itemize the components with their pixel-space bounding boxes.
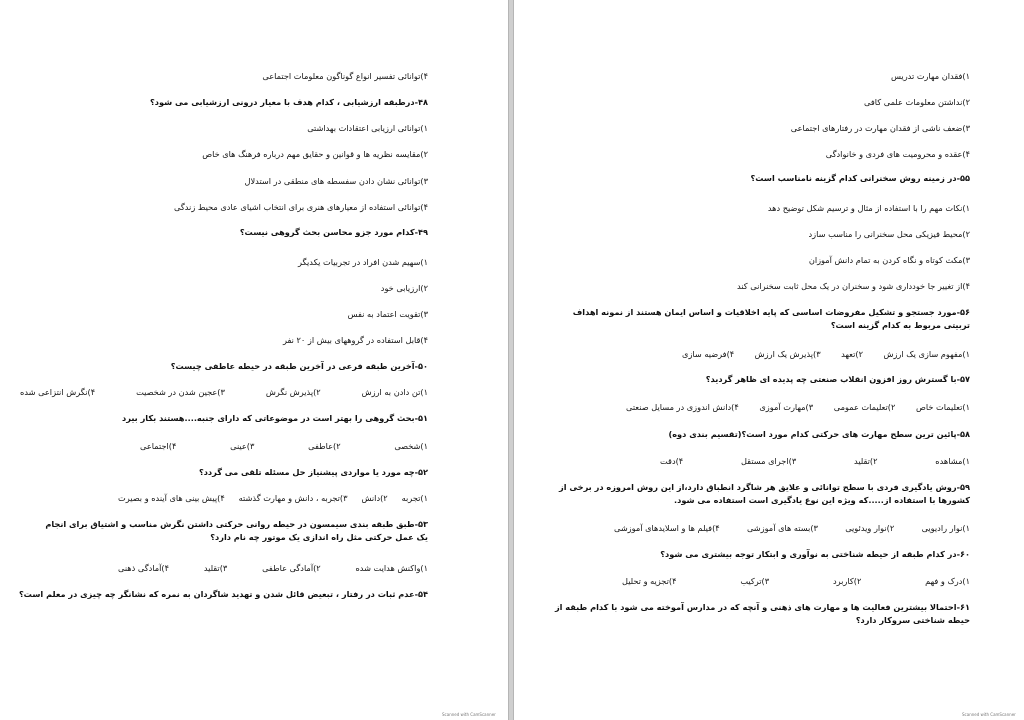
question-50: ۵۰-آخرین طبقه فرعی در آخرین طبقه در حیطه عاطفی چیست؟: [170, 361, 428, 371]
question-55: ۵۵-در زمینه روش سخنرانی کدام گزینه نامناسب است؟: [750, 173, 970, 183]
q58-option-4: ۴)دقت: [660, 456, 684, 466]
q49-option-3: ۳)تقویت اعتماد به نفس: [347, 309, 428, 319]
q59-options: [614, 522, 970, 535]
q56-option-1: ۱)مفهوم سازی یک ارزش: [883, 349, 970, 359]
left-page: [0, 0, 508, 720]
q51-option-3: ۳)عینی: [230, 441, 255, 451]
question-52: ۵۲-چه مورد یا مواردی پیشنیاز حل مسئله تلقی می گردد؟: [198, 467, 428, 477]
right-page: [514, 0, 1024, 720]
q55-option-3: ۳)مکث کوتاه و نگاه کردن به تمام دانش آموزان: [808, 255, 970, 265]
q52-option-4: ۴)پیش بینی های آینده و بصیرت: [118, 493, 225, 503]
q50-option-3: ۳)عجین شدن در شخصیت: [136, 387, 225, 397]
q56-option-4: ۴)فرضیه سازی: [682, 349, 735, 359]
q58-option-1: ۱)مشاهده: [935, 456, 970, 466]
q55-option-4: ۴)از تغییر جا خودداری شود و سخنران در یک محل ثابت سخنرانی کند: [737, 281, 970, 291]
q51-option-2: ۲)عاطفی: [308, 441, 341, 451]
q50-option-1: ۱)تن دادن به ارزش: [361, 387, 428, 397]
scanner-watermark: Scanned with CamScanner: [962, 712, 1016, 717]
q49-option-4: ۴)قابل استفاده در گروههای بیش از ۲۰ نفر: [282, 335, 428, 345]
q57-options: [626, 401, 970, 414]
q60-option-3: ۳)ترکیب: [740, 576, 770, 586]
q56-option-3: ۳)پذیرش یک ارزش: [754, 349, 821, 359]
q49-option-1: ۱)سهیم شدن افراد در تجربیات یکدیگر: [297, 257, 428, 267]
q58-option-3: ۳)اجرای مستقل: [740, 456, 797, 466]
q57-option-3: ۳)مهارت آموزی: [759, 402, 814, 412]
q49-option-2: ۲)ارزیابی خود: [380, 283, 428, 293]
q59-option-4: ۴)فیلم ها و اسلایدهای آموزشی: [614, 523, 720, 533]
q52-option-2: ۲)دانش: [361, 493, 388, 503]
q56-options: [682, 348, 970, 361]
question-49: ۴۹-کدام مورد جزو محاسن بحث گروهی نیست؟: [239, 227, 428, 237]
q53-options: [118, 562, 428, 575]
q57-option-1: ۱)تعلیمات خاص: [915, 402, 970, 412]
q50-option-4: ۴)نگرش انتزاعی شده: [20, 387, 96, 397]
question-59: ۵۹-روش یادگیری فردی با سطح توانائی و علایق هر شاگرد انطباق دارد،از این روش امروزه در برخی از کشورها با استفاده از.....که ویژه این نوع یادگیری است استفاده می شود.: [559, 482, 970, 505]
q58-option-2: ۲)تقلید: [854, 456, 878, 466]
q58-options: [660, 455, 970, 468]
q48-option-4: ۴)توانائی استفاده از معیارهای هنری برای انتخاب اشیای عادی محیط زندگی: [174, 202, 428, 212]
question-56: ۵۶-مورد جستجو و تشکیل مفروضات اساسی که پایه اخلاقیات و اساس ایمان هستند از نمونه اهداف تربیتی مربوط به کدام گزینه است؟: [572, 307, 970, 330]
question-54: ۵۴-عدم ثبات در رفتار ، تبعیض قائل شدن و تهدید شاگردان به نمره که نشانگر چه چیزی در معلم است؟: [18, 589, 428, 599]
q57-option-4: ۴)دانش اندوزی در مسایل صنعتی: [626, 402, 739, 412]
q53-option-3: ۳)تقلید: [203, 563, 228, 573]
question-58: ۵۸-پائین ترین سطح مهارت های حرکتی کدام مورد است؟(تقسیم بندی دوه): [668, 429, 970, 439]
q52-option-1: ۱)تجربه: [401, 493, 428, 503]
scanner-watermark: Scanned with CamScanner: [442, 712, 496, 717]
q51-option-4: ۴)اجتماعی: [140, 441, 177, 451]
q50-option-2: ۲)پذیرش نگرش: [265, 387, 321, 397]
question-60: ۶۰-در کدام طبقه از حیطه شناختی به نوآوری و ابتکار توجه بیشتری می شود؟: [660, 549, 970, 559]
q56-option-2: ۲)تعهد: [841, 349, 864, 359]
q59-option-2: ۲)نوار ویدئویی: [845, 523, 895, 533]
q52-options: [118, 492, 428, 505]
q60-option-2: ۲)کاربرد: [832, 576, 862, 586]
question-61: ۶۱-احتمالا بیشترین فعالیت ها و مهارت های ذهنی و آنچه که در مدارس آموخته می شود با کدام طبقه از حیطه شناختی سروکار دارد؟: [554, 602, 970, 625]
q55-option-1: ۱)نکات مهم را با استفاده از مثال و ترسیم شکل توضیح دهد: [767, 203, 970, 213]
q53-option-4: ۴)آمادگی ذهنی: [118, 563, 170, 573]
q60-option-4: ۴)تجزیه و تحلیل: [622, 576, 677, 586]
q48-option-2: ۲)مقایسه نظریه ها و قوانین و حقایق مهم درباره فرهنگ های خاص: [202, 149, 428, 159]
q50-options: [20, 386, 428, 399]
q48-option-3: ۳)توانائی نشان دادن سفسطه های منطقی در استدلال: [244, 176, 428, 186]
q59-option-1: ۱)نوار رادیویی: [921, 523, 970, 533]
q53-option-2: ۲)آمادگی عاطفی: [262, 563, 321, 573]
option-line: ۲)نداشتن معلومات علمی کافی: [864, 97, 970, 107]
q59-option-3: ۳)بسته های آموزشی: [746, 523, 818, 533]
question-48: ۴۸-درطبقه ارزشیابی ، کدام هدف با معیار درونی ارزشیابی می شود؟: [150, 97, 428, 107]
q51-option-1: ۱)شخصی: [394, 441, 428, 451]
question-51: ۵۱-بحث گروهی را بهتر است در موضوعاتی که دارای جنبه....هستند بکار بیرد: [122, 413, 428, 423]
option-line: ۴)عقده و محرومیت های فردی و خانوادگی: [825, 149, 970, 159]
option-line: ۳)ضعف ناشی از فقدان مهارت در رفتارهای اجتماعی: [790, 123, 970, 133]
q60-options: [622, 575, 970, 588]
option-line: ۴)توانائی تفسیر انواع گوناگون معلومات اجتماعی: [262, 71, 428, 81]
q52-option-3: ۳)تجربه ، دانش و مهارت گذشته: [238, 493, 348, 503]
q57-option-2: ۲)تعلیمات عمومی: [833, 402, 896, 412]
q53-option-1: ۱)واکنش هدایت شده: [355, 563, 428, 573]
q51-options: [140, 440, 428, 453]
question-57: ۵۷-با گسترش روز افزون انقلاب صنعتی چه پدیده ای ظاهر گردید؟: [705, 374, 970, 384]
option-line: ۱)فقدان مهارت تدریس: [890, 71, 970, 81]
question-53: ۵۳-طبق طبقه بندی سیمسون در حیطه روانی حرکتی داشتن نگرش مناسب و اشتیاق برای انجام یک عمل حرکتی مثل راه اندازی یک موتور چه نام دارد؟: [45, 519, 428, 542]
q55-option-2: ۲)محیط فیزیکی محل سخنرانی را مناسب سازد: [808, 229, 970, 239]
q60-option-1: ۱)درک و فهم: [925, 576, 970, 586]
q48-option-1: ۱)توانائی ارزیابی اعتقادات بهداشتی: [307, 123, 428, 133]
